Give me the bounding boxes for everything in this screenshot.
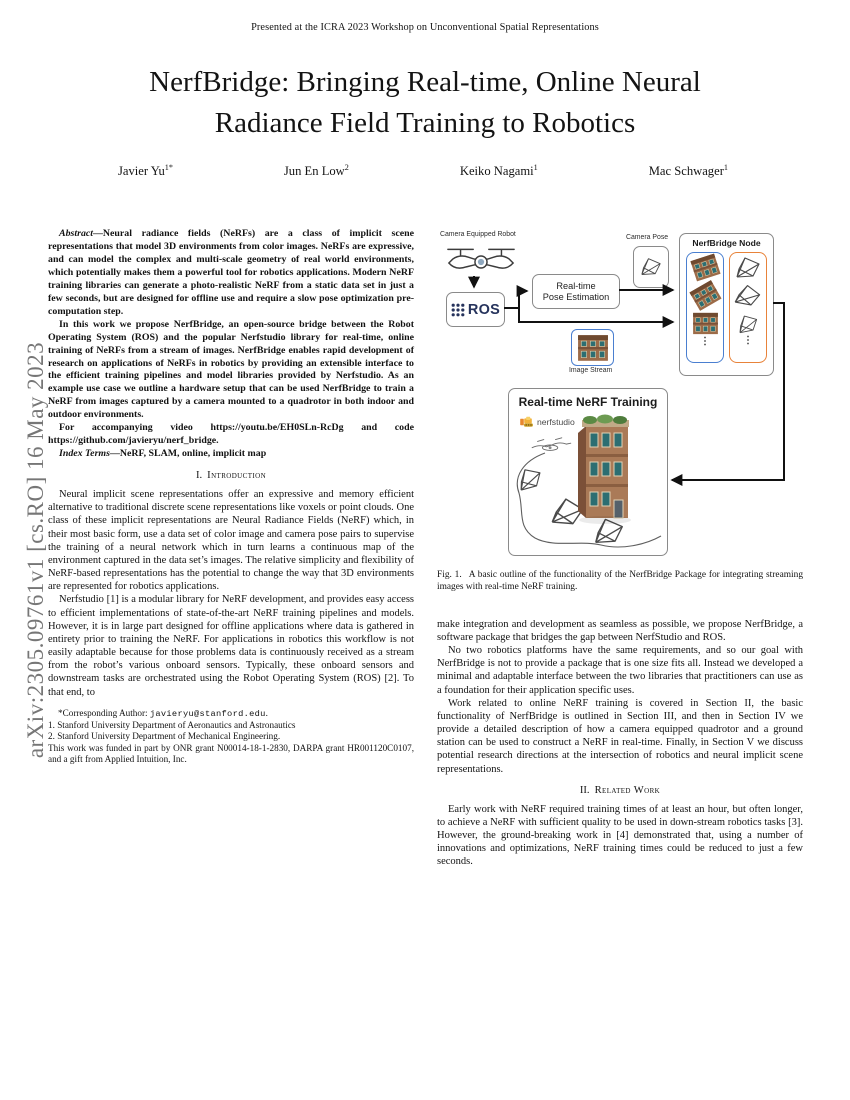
author-2: Jun En Low$^2$: [283, 163, 349, 179]
intro-paragraph-2: Nerfstudio [1] is a modular library for NeRF development, and provides easy access to efficient implementations of state-of-the-art NeRF training pipelines and models. However, it is in large part designed for offline applications where data is gathered in entirety prior to training the NeRF. For applications in robotics this workflow is not easily adaptable because for those problems data is continuously received as a stream from the robot’s various onboard sensors. Typically, these onboard sensors and downstream tasks are orchestrated using the Robot Operating System (ROS) [2]. To that end, to: [48, 594, 414, 698]
left-column: [48, 228, 414, 765]
vertical-ellipsis-icon: ⋮: [743, 335, 753, 346]
continuation-paragraph: make integration and development as seamless as possible, we propose NerfBridge, a software package that bridges the gap between NerfStudio and ROS.: [437, 618, 803, 643]
nerf-training-box: [508, 388, 668, 556]
intro-paragraph-1: Neural implicit scene representations offer an expressive and memory efficient alternative to traditional discrete scene representations like voxels or point clouds. One class of these implicit representations are Neural Radiance Fields (NeRF) which, in their most basic form, use a data set of color image and camera pose pairs to supervise the training of a neural network which in turn learns a continuous map of the environment captured in the data set’s images. The relative simplicity and flexibility of NeRF-based representations has the potential to change the way that 3D environments are represented for robotics applications.: [48, 489, 414, 593]
image-thumb-icon: [692, 312, 719, 335]
email: javieryu@stanford.edu: [149, 708, 266, 719]
corresponding-author-note: *Corresponding Author: javieryu@stanford.edu.: [58, 707, 268, 719]
nerfbridge-node-box: [679, 233, 774, 376]
camera-equipped-robot-label: Camera Equipped Robot: [440, 231, 516, 238]
affiliation-2: 2. Stanford University Department of Mechanical Engineering.: [48, 731, 281, 742]
camera-frustum-icon: [735, 256, 761, 280]
author-row: [118, 163, 728, 179]
camera-pose-label: Camera Pose: [626, 234, 669, 241]
camera-frustum-icon: [640, 257, 662, 277]
nerfstudio-logo: [519, 416, 575, 428]
ros-dots-icon: [451, 303, 465, 317]
abstract-paragraph-2: In this work we propose NerfBridge, an open-source bridge between the Robot Operating System (ROS) and the popular Nerfstudio library for real-time, online training of NeRFs from a stream of images. NerfBridge enables rapid development of research on applications of NeRFs in robotics by providing an extensible interface to the efficient training pipelines and model libraries provided by Nerfstudio. As an example use case we outline a hardware setup that can be used NerfBridge to train a NeRF from images captured by a camera mounted to a quadrotor in both indoor and outdoor environments.: [48, 318, 414, 421]
camera-frustum-icon: [732, 281, 763, 311]
abstract-label: Abstract: [59, 228, 94, 239]
camera-frustum-icon: [736, 313, 761, 336]
sketch-drone-icon: [529, 436, 573, 454]
drone-icon: [444, 242, 518, 282]
image-thumb-icon: [577, 334, 609, 362]
image-buffer-column: [686, 252, 724, 363]
section-heading-introduction: I. Introduction: [195, 470, 267, 482]
pose-estimation-box: Real-time Pose Estimation: [532, 274, 620, 309]
figure-caption: Fig. 1. A basic outline of the functionality of the NerfBridge Package for integrating streaming images with real-time NeRF training.: [437, 570, 804, 592]
goal-paragraph: No two robotics platforms have the same requirements, and so our goal with NerfBridge is not to provide a package that is one size fits all. Instead we developed a minimal and adaptable interface between the two libraries that practitioners can use as a foundation for their application specific uses.: [437, 645, 803, 696]
workshop-note: Presented at the ICRA 2023 Workshop on Unconventional Spatial Representations: [251, 22, 599, 33]
image-stream-box: [571, 329, 614, 366]
right-column: [437, 228, 803, 868]
image-thumb-icon: [688, 279, 723, 312]
affiliation-1: 1. Stanford University Department of Aeronautics and Astronautics: [48, 719, 296, 730]
ros-label: ROS: [467, 301, 501, 318]
author-3: Keiko Nagami$^1$: [459, 163, 538, 179]
nerfbridge-node-title: NerfBridge Node: [692, 238, 761, 248]
outline-paragraph: Work related to online NeRF training is covered in Section II, the basic functionality of NerfBridge is outlined in Section III, and then in Section IV we provide a detailed description of how a camera equipped quadrotor and a ground station can be used to construct a NeRF in real-time. Finally, in Section V we discuss potential research directions at the intersection of robotics and neural implicit scene representations.: [437, 697, 803, 775]
author-1: Javier $Yu^{1*}$: [118, 163, 173, 179]
pose-buffer-column: [729, 252, 767, 363]
vertical-ellipsis-icon: ⋮: [700, 336, 710, 347]
nerfstudio-label: nerfstudio: [537, 417, 575, 427]
nerf-training-title: Real-time NeRF Training: [518, 395, 658, 409]
ros-node-box: [446, 292, 505, 327]
camera-pose-box: [633, 246, 669, 288]
related-work-paragraph: Early work with NeRF required training times of at least an hour, but often longer, to achieve a NeRF with sufficient quality to be used in down-stream robotics tasks [3]. However, the ground-breaking work in [4] demonstrated that, using a number of innovations and optimizations, NeRF training times could be reduced to just a few seconds.: [437, 803, 803, 868]
section-heading-related-work: II. Related Work: [579, 784, 661, 796]
author-4: Mac Schwager$^1$: [648, 163, 728, 179]
paper-title: NerfBridge: Bringing Real-time, Online Neural Radiance Field Training to Robotics: [149, 66, 701, 139]
bulldozer-icon: [519, 416, 535, 428]
footnotes: [48, 708, 414, 765]
funding-note: This work was funded in part by ONR grant N00014-18-1-2830, DARPA grant HR001120C0107, and a gift from Applied Intuition, Inc.: [48, 742, 414, 764]
index-terms-label: Index Terms: [59, 448, 110, 460]
abstract-links: For accompanying video https://youtu.be/EH0SLn-RcDg and code https://github.com/javieryu/nerf_bridge.: [48, 422, 414, 447]
index-terms: Index Terms—NeRF, SLAM, online, implicit map: [59, 448, 267, 460]
nerf-building-render: [575, 412, 631, 526]
image-stream-label: Image Stream: [569, 367, 613, 374]
image-thumb-icon: [689, 252, 722, 282]
paper-page: arXiv:2305.09761v1 [cs.RO] 16 May 2023 Presented at the ICRA 2023 Workshop on Unconventional Spatial Representations NerfBridge: Bringing Real-time, Online Neural Radiance Field Training to Robotics Javier $Yu^{1*}$ Jun En Low$^2$ Keiko Nagami$^1$ Mac Schwager$^1$ Abstract—Neural radiance fields (NeRFs) are a class of implicit scene representations that model 3D environments from color images. NeRFs are expressive, and can model the complex and multi-scale geometry of real world environments, which potentially makes them a powerful tool for robotics applications. Modern NeRF training libraries can generate a photo-realistic NeRF from a static data set in just a few seconds, but are designed for offline use and require a slow pose optimization pre-computation step. In this work we propose NerfBridge, an open-source bridge between the Robot Operating System (ROS) and the popular Nerfstudio library for real-time, online training of NeRFs from a stream of images. NerfBridge enables rapid development of research on applications of NeRFs in robotics by providing an extensible interface to the efficient training pipelines and model libraries provided by Nerfstudio. As an example use case we outline a hardware setup that can be used NerfBridge to train a NeRF from images captured by a camera mounted to a quadrotor in both indoor and outdoor environments. For accompanying video https://youtu.be/EH0SLn-RcDg and code https://github.com/javieryu/nerf_bridge. Index Terms—NeRF, SLAM, online, implicit map I. Introduction Neural implicit scene representations offer an expressive and memory efficient alternative to traditional discrete scene representations like voxels or point clouds. One class of these implicit representations are Neural Radiance Fields (NeRF) which, in their most basic form, use a data set of color image and camera pose pairs to supervise the training of a neural network which in turn learns a continuous map of the environment captured in the data set’s images. The relative simplicity and flexibility of NeRF-based representations has the potential to change the way that 3D environments are represented for robotics applications. Nerfstudio [1] is a modular library for NeRF development, and provides easy access to efficient implementations of state-of-the-art NeRF training pipelines and models. However, it is in large part designed for offline applications where data is gathered in entirety prior to training the NeRF. For applications in robotics this workflow is not easily adaptable because for those problems data is continuously received as a stream from the robot’s various onboard sensors. Typically, these onboard sensors and downstream tasks are orchestrated using the Robot Operating System (ROS) [2]. To that end, to *Corresponding Author: javieryu@stanford.edu. 1. Stanford University Department of Aeronautics and Astronautics 2. Stanford University Department of Mechanical Engineering. This work was funded in part by ONR grant N00014-18-1-2830, DARPA grant HR001120C0107, and a gift from Applied Intuition, Inc. Camera Equipped Robot ROS Real-time Pose Estimation Camera Pose NerfBridge Node ⋮ ⋮ Image Stream Real-time NeRF Training nerfstudio Fig. 1. A basic outline of the functionality of the NerfBridge Package for integrating streaming images with real-time NeRF training. make integration and development as seamless as possible, we propose NerfBridge, a software package that bridges the gap between NerfStudio and ROS. No two robotics platforms have the same requirements, and so our goal with NerfBridge is not to provide a package that is one size fits all. Instead we developed a minimal and adaptable interface between the two libraries that practitioners can use as a foundation for their application specific uses. Work related to online NeRF training is covered in Section II, the basic functionality of NerfBridge is outlined in Section III, and then in Section IV we provide a detailed description of how a camera equipped quadrotor and a ground station can be used to construct a NeRF in real-time. Finally, in Section V we discuss potential research directions at the intersection of robotics and neural implicit scene representations. II. Related Work Early work with NeRF required training times of at least an hour, but often longer, to achieve a NeRF with sufficient quality to be used in down-stream robotics tasks [3]. However, the ground-breaking work in [4] demonstrated that, using a number of innovations and optimizations, NeRF training times could be reduced to just a few seconds.: [0, 0, 850, 1100]
figure-1: [437, 228, 803, 562]
abstract-paragraph-1: Abstract—Neural radiance fields (NeRFs) are a class of implicit scene representations that model 3D environments from color images. NeRFs are expressive, and can model the complex and multi-scale geometry of real world environments, which potentially makes them a powerful tool for robotics applications. Modern NeRF training libraries can generate a photo-realistic NeRF from a static data set in just a few seconds, but are designed for offline use and require a slow pose optimization pre-computation step.: [48, 228, 414, 317]
